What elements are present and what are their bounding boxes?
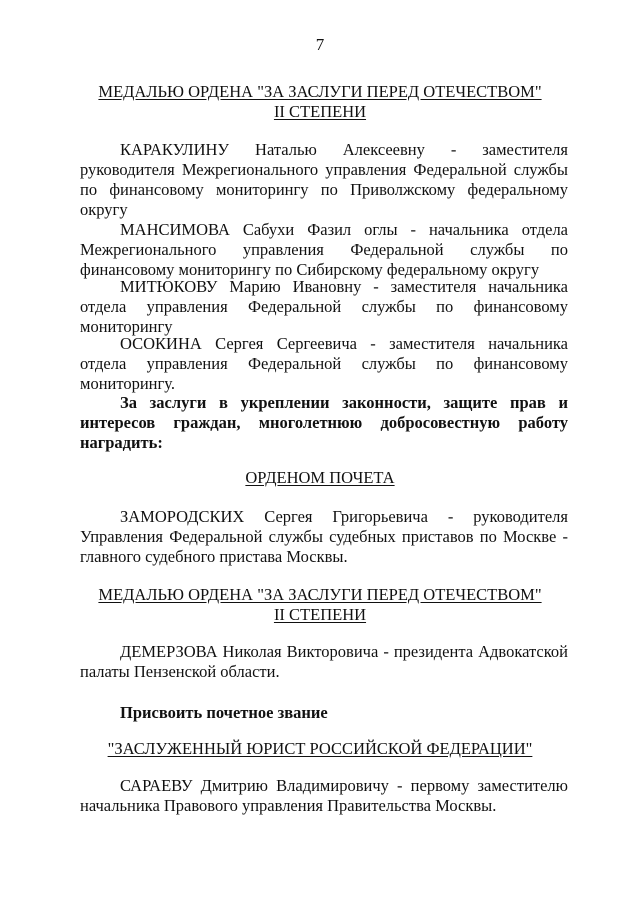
award-entry-osokin: ОСОКИНА Сергея Сергеевича - заместителя начальника отдела управления Федеральной службы по финансовому мониторингу.: [80, 334, 568, 393]
award-entry-demerzov: ДЕМЕРЗОВА Николая Викторовича - президента Адвокатской палаты Пензенской области.: [80, 642, 568, 681]
medal-heading-second-line2: II СТЕПЕНИ: [273, 605, 367, 624]
medal-heading-line2: II СТЕПЕНИ: [273, 102, 367, 121]
medal-heading-line1: МЕДАЛЬЮ ОРДЕНА "ЗА ЗАСЛУГИ ПЕРЕД ОТЕЧЕСТВОМ": [98, 82, 542, 101]
order-of-honor-heading: [60, 468, 580, 488]
award-entry-mansimov: МАНСИМОВА Сабухи Фазил оглы - начальника отдела Межрегионального управления Федеральной службы по финансовому мониторингу по Сибирскому федеральному округу: [80, 220, 568, 279]
medal-heading-second: [60, 585, 580, 625]
award-entry-mityukova: МИТЮКОВУ Марию Ивановну - заместителя начальника отдела управления Федеральной службы по финансовому мониторингу: [80, 277, 568, 336]
medal-heading: [60, 82, 580, 122]
decree-statement: За заслуги в укреплении законности, защите прав и интересов граждан, многолетнюю добросовестную работу наградить:: [80, 393, 568, 452]
page-number: 7: [315, 35, 325, 54]
medal-heading-second-line1: МЕДАЛЬЮ ОРДЕНА "ЗА ЗАСЛУГИ ПЕРЕД ОТЕЧЕСТВОМ": [98, 585, 542, 604]
honorary-title-heading-text: "ЗАСЛУЖЕННЫЙ ЮРИСТ РОССИЙСКОЙ ФЕДЕРАЦИИ": [107, 739, 533, 758]
award-entry-saraev: САРАЕВУ Дмитрию Владимировичу - первому заместителю начальника Правового управления Правительства Москвы.: [80, 776, 568, 815]
order-of-honor-heading-text: ОРДЕНОМ ПОЧЕТА: [245, 468, 395, 487]
award-entry-zamorodskikh: ЗАМОРОДСКИХ Сергея Григорьевича - руководителя Управления Федеральной службы судебных приставов по Москве - главного судебного пристава Москвы.: [80, 507, 568, 566]
award-entry-karakulina: КАРАКУЛИНУ Наталью Алексеевну - заместителя руководителя Межрегионального управления Федеральной службы по финансовому мониторингу по Приволжскому федеральному округу: [80, 140, 568, 219]
assign-title-statement: Присвоить почетное звание: [120, 703, 328, 722]
honorary-title-heading: [60, 739, 580, 759]
